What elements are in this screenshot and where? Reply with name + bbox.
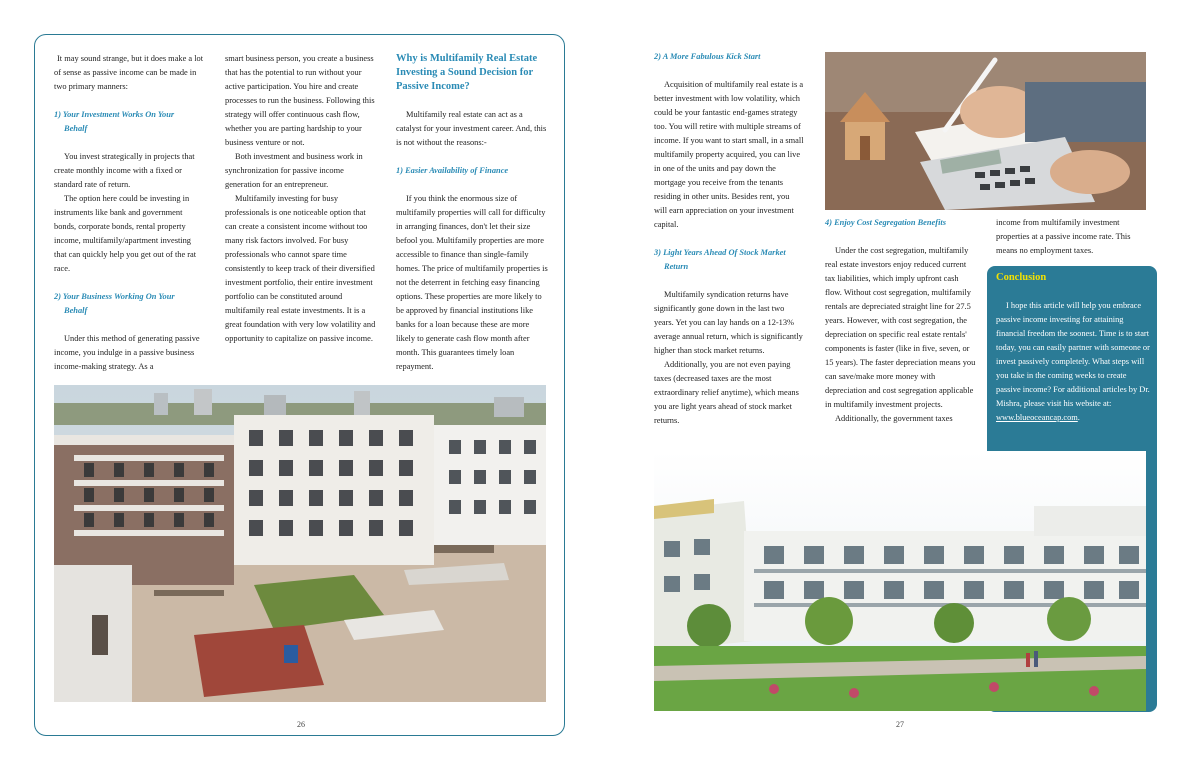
paragraph: Both investment and business work in synchronization for passive income generation for an entrepreneur. (225, 152, 363, 189)
paragraph: If you think the enormous size of multifamily properties will call for difficulty in arranging finances, don't let their size befool you. Multifamily properties are more accessible to finance than single-family homes. The price of multifamily properties is not the deterrent in fetching easy financing options. These properties are more likely to be approved by financial institutions like banks for a loan because these are more likely to generate cash flow month after month. This guarantees timely loan repayment. (396, 194, 548, 371)
subheading-stock-market: 3) Light Years Ahead Of Stock Market Return (654, 248, 786, 271)
conclusion-body: I hope this article will help you embrace passive income investing for attaining financial freedom the soonest. Time is to start today, you can easily partner with someone or invest passively completely. What steps will you take in the coming weeks to create passive income? For additional articles by Dr. Mishra, please visit his website at: www.blueoceancap.com. (996, 301, 1150, 422)
right-column-2 (825, 216, 977, 426)
subheading-cost-segregation: 4) Enjoy Cost Segregation Benefits (825, 218, 946, 227)
right-column-1 (654, 50, 804, 428)
paragraph: Multifamily investing for busy professionals is one noticeable option that can create a consistent income without too many risk factors involved. For busy professionals who cannot spare time consistently to keep track of their diversified investment portfolio, their entire investment portfolio can be constituted around multifamily real estate investments. It is a great foundation with very low volatility and opportunity to capitalize on passive income. (225, 194, 376, 343)
apartment-garden-photo (654, 451, 1146, 711)
section-heading: Why is Multifamily Real Estate Investing a Sound Decision for Passive Income? (396, 53, 538, 92)
paragraph: The option here could be investing in instruments like bank and government bonds, corporate bonds, rental property income, multifamily/apartment investing that can quickly help you get out of the rat race. (54, 194, 197, 273)
subheading-kick-start: 2) A More Fabulous Kick Start (654, 52, 761, 61)
subheading-business-working: 2) Your Business Working On Your Behalf (54, 292, 175, 315)
page-number-left: 26 (297, 720, 305, 729)
subheading-investment-works: 1) Your Investment Works On Your Behalf (54, 110, 175, 133)
right-column-3-top (996, 216, 1146, 258)
paragraph: Multifamily syndication returns have significantly gone down in the last two years. Yet you can lay hands on a 12-13% average annual return, which is significantly higher than stock market returns. (654, 290, 803, 355)
paragraph: It may sound strange, but it does make a lot of sense as passive income can be made in two primary manners: (54, 54, 204, 91)
paragraph: Under the cost segregation, multifamily real estate investors enjoy reduced current tax liabilities, which imply upfront cash flow. Without cost segregation, multifamily rentals are depreciated straight line for 27.5 years. However, with cost segregation, the depreciation on specific real estate rentals' components is faster (like in five, seven, or 15 years). The faster depreciation means you can save/make more money with depreciation and cost segregation applicable in multifamily investment projects. (825, 246, 976, 409)
paragraph: Additionally, you are not even paying taxes (decreased taxes are the most extraordinary relief anytime), which means you are light years ahead of stock market returns. (654, 360, 799, 425)
paragraph: income from multifamily investment properties at a passive income rate. This means no employment taxes. (996, 218, 1131, 255)
paragraph: Additionally, the government taxes (835, 414, 953, 423)
left-column-1 (54, 52, 204, 374)
paragraph: Acquisition of multifamily real estate is a better investment with low volatility, which could be your fantastic end-games strategy too. You will retire with multiple streams of income. If you want to start small, in a small multifamily property acquired, you can live in one of the units and pay down the mortgage you receive from the tenants residing in other units. Besides rent, you will earn appreciation on your investment capital. (654, 80, 804, 229)
conclusion-heading: Conclusion (996, 272, 1047, 283)
paragraph: Multifamily real estate can act as a catalyst for your investment career. And, this is not without the reasons:- (396, 110, 547, 147)
left-column-2 (225, 52, 377, 346)
page-number-right: 27 (896, 720, 904, 729)
calculator-house-photo (825, 52, 1146, 210)
paragraph: Under this method of generating passive income, you indulge in a passive business income-making strategy. As a (54, 334, 200, 371)
left-column-3 (396, 52, 548, 374)
subheading-finance: 1) Easier Availability of Finance (396, 166, 509, 175)
apartment-courtyard-photo (54, 385, 546, 702)
paragraph: You invest strategically in projects that create monthly income with a fixed or standard rate of return. (54, 152, 195, 189)
paragraph: smart business person, you create a business that has the potential to run without your active participation. You hire and create processes to run the business. Following this strategy will offer continuous cash flow, whether you are parting hardship to your business venture or not. (225, 54, 375, 147)
website-link[interactable]: www.blueoceancap.com (996, 413, 1078, 422)
